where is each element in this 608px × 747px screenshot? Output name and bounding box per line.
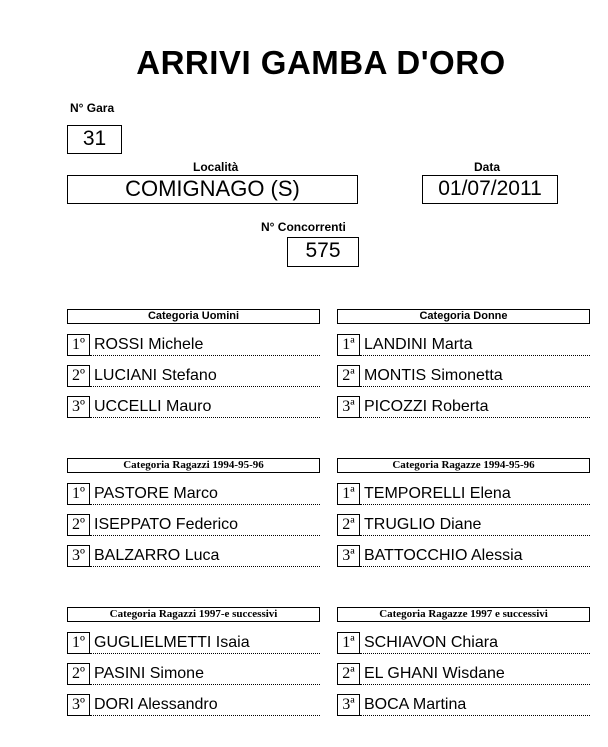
data-field: 01/07/2011 [422, 175, 558, 204]
category-block [67, 458, 320, 564]
result-row [67, 694, 320, 716]
result-row [337, 545, 590, 567]
category-block [67, 607, 320, 713]
athlete-name: LANDINI Marta [360, 334, 590, 356]
concorrenti-field: 575 [287, 237, 359, 267]
category-block [337, 458, 590, 564]
result-row [67, 632, 320, 654]
position-box: 2ª [337, 514, 360, 536]
position-box: 2º [67, 663, 90, 685]
position-box: 3º [67, 694, 90, 716]
concorrenti-label: N° Concorrenti [261, 220, 346, 234]
athlete-name: PICOZZI Roberta [360, 396, 590, 418]
athlete-name: TRUGLIO Diane [360, 514, 590, 536]
result-row [67, 545, 320, 567]
position-box: 3º [67, 396, 90, 418]
result-row [337, 632, 590, 654]
page-title: ARRIVI GAMBA D'ORO [136, 44, 506, 81]
athlete-name: SCHIAVON Chiara [360, 632, 590, 654]
athlete-name: EL GHANI Wisdane [360, 663, 590, 685]
result-row [337, 334, 590, 356]
result-row [337, 396, 590, 418]
result-row [337, 514, 590, 536]
result-row [67, 396, 320, 418]
position-box: 1ª [337, 334, 360, 356]
athlete-name: BALZARRO Luca [90, 545, 320, 567]
result-row [67, 334, 320, 356]
localita-label: Località [193, 160, 239, 174]
athlete-name: DORI Alessandro [90, 694, 320, 716]
position-box: 2º [67, 514, 90, 536]
category-block [337, 607, 590, 713]
result-row [337, 365, 590, 387]
position-box: 3ª [337, 694, 360, 716]
athlete-name: BATTOCCHIO Alessia [360, 545, 590, 567]
athlete-name: PASTORE Marco [90, 483, 320, 505]
position-box: 3ª [337, 545, 360, 567]
category-title: Categoria Ragazzi 1997-e successivi [67, 607, 320, 622]
position-box: 3º [67, 545, 90, 567]
result-row [337, 663, 590, 685]
athlete-name: ISEPPATO Federico [90, 514, 320, 536]
result-row [67, 514, 320, 536]
athlete-name: MONTIS Simonetta [360, 365, 590, 387]
category-block [337, 309, 590, 415]
athlete-name: ROSSI Michele [90, 334, 320, 356]
athlete-name: GUGLIELMETTI Isaia [90, 632, 320, 654]
athlete-name: UCCELLI Mauro [90, 396, 320, 418]
category-block [67, 309, 320, 415]
result-row [337, 483, 590, 505]
category-title: Categoria Ragazze 1994-95-96 [337, 458, 590, 473]
category-title: Categoria Ragazzi 1994-95-96 [67, 458, 320, 473]
position-box: 1ª [337, 483, 360, 505]
position-box: 1º [67, 632, 90, 654]
position-box: 1º [67, 483, 90, 505]
position-box: 1º [67, 334, 90, 356]
athlete-name: LUCIANI Stefano [90, 365, 320, 387]
localita-field: COMIGNAGO (S) [67, 175, 358, 204]
category-title: Categoria Donne [337, 309, 590, 324]
athlete-name: BOCA Martina [360, 694, 590, 716]
result-row [337, 694, 590, 716]
position-box: 1ª [337, 632, 360, 654]
result-row [67, 483, 320, 505]
category-title: Categoria Uomini [67, 309, 320, 324]
gara-label: N° Gara [70, 101, 115, 115]
position-box: 2ª [337, 365, 360, 387]
position-box: 2ª [337, 663, 360, 685]
position-box: 2º [67, 365, 90, 387]
category-title: Categoria Ragazze 1997 e successivi [337, 607, 590, 622]
result-row [67, 365, 320, 387]
position-box: 3ª [337, 396, 360, 418]
data-label: Data [474, 160, 501, 174]
result-row [67, 663, 320, 685]
athlete-name: TEMPORELLI Elena [360, 483, 590, 505]
gara-field: 31 [67, 125, 122, 154]
athlete-name: PASINI Simone [90, 663, 320, 685]
